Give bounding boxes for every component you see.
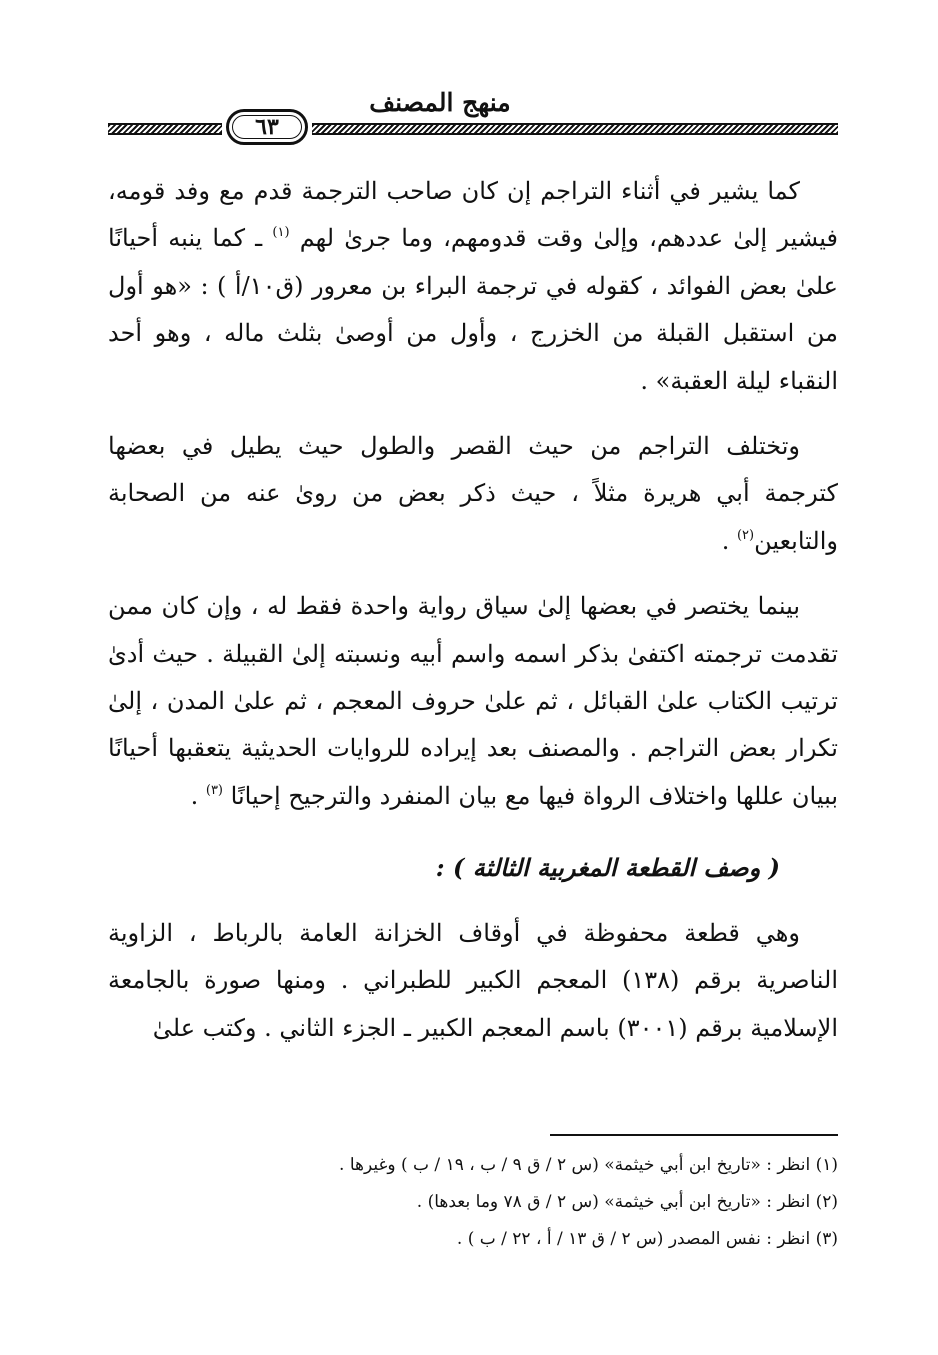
paragraph-3-end: . bbox=[190, 781, 206, 810]
paragraph-1-text: كما يشير في أثناء التراجم إن كان صاحب الترجمة قدم مع وفد قومه، فيشير إلىٰ عددهم، وإلىٰ وقت قدومهم، وما جرىٰ لهم bbox=[108, 177, 838, 253]
page-number-badge: ٦٣ bbox=[226, 109, 308, 145]
paragraph-1-continuation: ـ كما ينبه أحيانًا علىٰ بعض الفوائد ، كقوله في ترجمة البراء بن معرور (ق١٠/أ ) : «هو أول من استقبل القبلة من الخزرج ، وأول من أوصىٰ بثلث ماله ، وهو أحد النقباء ليلة العقبة» . bbox=[108, 224, 838, 395]
main-text bbox=[108, 168, 838, 1052]
footnote-marker-1: (١) bbox=[272, 225, 290, 241]
footnote-separator bbox=[550, 1134, 838, 1136]
footnote-3: (٣) انظر : نفس المصدر (س ٢ / ق ١٣ / أ ، ٢٢ / ب ) . bbox=[456, 1229, 838, 1249]
paragraph-4: وهي قطعة محفوظة في أوقاف الخزانة العامة بالرباط ، الزاوية الناصرية برقم (١٣٨) المعجم الكبير للطبراني . ومنها صورة بالجامعة الإسلامية برقم (٣٠٠١) باسم المعجم الكبير ـ الجزء الثاني . وكتب علىٰ bbox=[108, 918, 838, 1042]
footnote-1: (١) انظر : «تاريخ ابن أبي خيثمة» (س ٢ / ق ٩ / ب ، ١٩ / ب ) وغيرها . bbox=[339, 1155, 838, 1175]
paragraph-3 bbox=[108, 583, 838, 820]
paragraph-2-text: وتختلف التراجم من حيث القصر والطول حيث يطيل في بعضها كترجمة أبي هريرة مثلاً ، حيث ذكر بعض من روىٰ عنه من الصحابة والتابعين bbox=[108, 432, 838, 555]
footnote-marker-2: (٢) bbox=[736, 527, 755, 543]
footnote-marker-3: (٣) bbox=[205, 782, 223, 798]
paragraph-2 bbox=[108, 423, 838, 565]
section-heading: ( وصف القطعة المغربية الثالثة ) : bbox=[435, 853, 780, 883]
footnote-2: (٢) انظر : «تاريخ ابن أبي خيثمة» (س ٢ / ق ٧٨ وما بعدها) . bbox=[416, 1192, 838, 1212]
header-ornament-rule-left bbox=[108, 123, 222, 135]
paragraph-3-text: بينما يختصر في بعضها إلىٰ سياق رواية واحدة فقط له ، وإن كان ممن تقدمت ترجمته اكتفىٰ بذكر اسمه واسم أبيه ونسبته إلىٰ القبيلة . حيث أدىٰ ترتيب الكتاب علىٰ القبائل ، ثم علىٰ حروف المعجم ، ثم علىٰ المدن ، إلىٰ تكرار بعض التراجم . والمصنف بعد إيراده للروايات الحديثية يتعقبها أحيانًا ببيان عللها واختلاف الرواة فيها مع بيان المنفرد والترجيح إحيانًا bbox=[108, 592, 838, 810]
paragraph-1 bbox=[108, 168, 838, 405]
footnotes bbox=[108, 1147, 838, 1258]
running-title: منهج المصنف bbox=[369, 88, 511, 117]
header-ornament-rule-right bbox=[312, 123, 838, 135]
paragraph-2-end: . bbox=[721, 526, 737, 555]
